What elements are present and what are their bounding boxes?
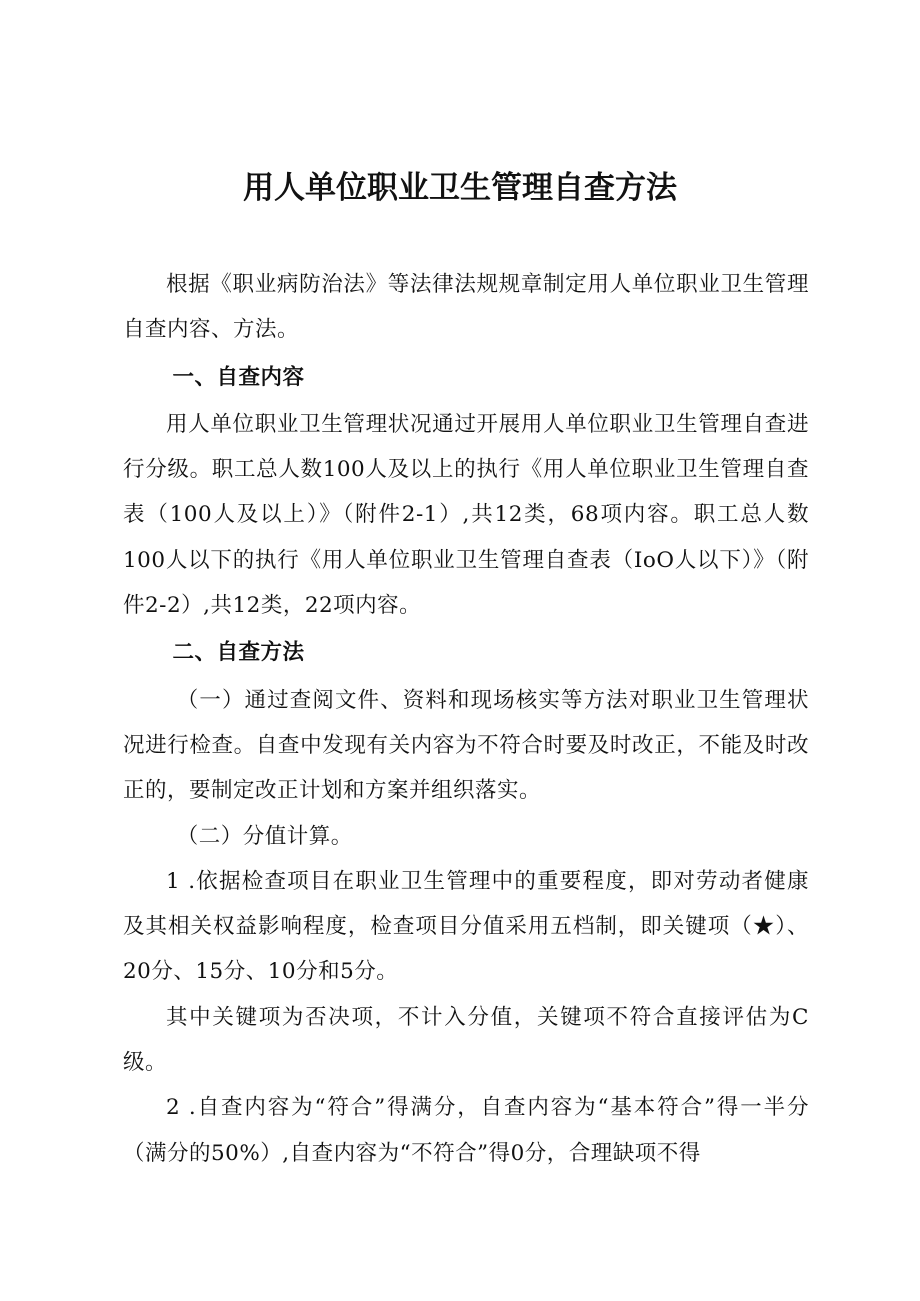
- method-item-2: （二）分值计算。: [176, 823, 353, 849]
- scoring-point-1-note: 其中关键项为否决项，不计入分值，关键项不符合直接评估为C级。: [123, 1004, 809, 1076]
- section-heading-self-check-method: 二、自查方法: [172, 640, 305, 666]
- intro-paragraph: 根据《职业病防治法》等法律法规规章制定用人单位职业卫生管理自查内容、方法。: [123, 272, 809, 343]
- document-title: 用人单位职业卫生管理自查方法: [243, 170, 677, 206]
- self-check-content-paragraph: 用人单位职业卫生管理状况通过开展用人单位职业卫生管理自查进行分级。职工总人数100人及以上的执行《用人单位职业卫生管理自查表（100人及以上）》（附件2-1）,共12类，68项内容。职工总人数100人以下的执行《用人单位职业卫生管理自查表（IoO人以下）》（附件2-2）,共12类，22项内容。: [123, 411, 809, 619]
- document-body: [123, 262, 809, 1176]
- method-item-1: （一）通过查阅文件、资料和现场核实等方法对职业卫生管理状况进行检查。自查中发现有关内容为不符合时要及时改正，不能及时改正的，要制定改正计划和方案并组织落实。: [123, 687, 809, 804]
- scoring-point-1: 1 .依据检查项目在职业卫生管理中的重要程度，即对劳动者健康及其相关权益影响程度，检查项目分值采用五档制，即关键项（★）、20分、15分、10分和5分。: [123, 868, 809, 985]
- scoring-point-2: 2 .自查内容为“符合”得满分，自查内容为“基本符合”得一半分（满分的50%）,自查内容为“不符合”得0分，合理缺项不得: [123, 1095, 809, 1166]
- section-heading-self-check-content: 一、自查内容: [172, 364, 305, 390]
